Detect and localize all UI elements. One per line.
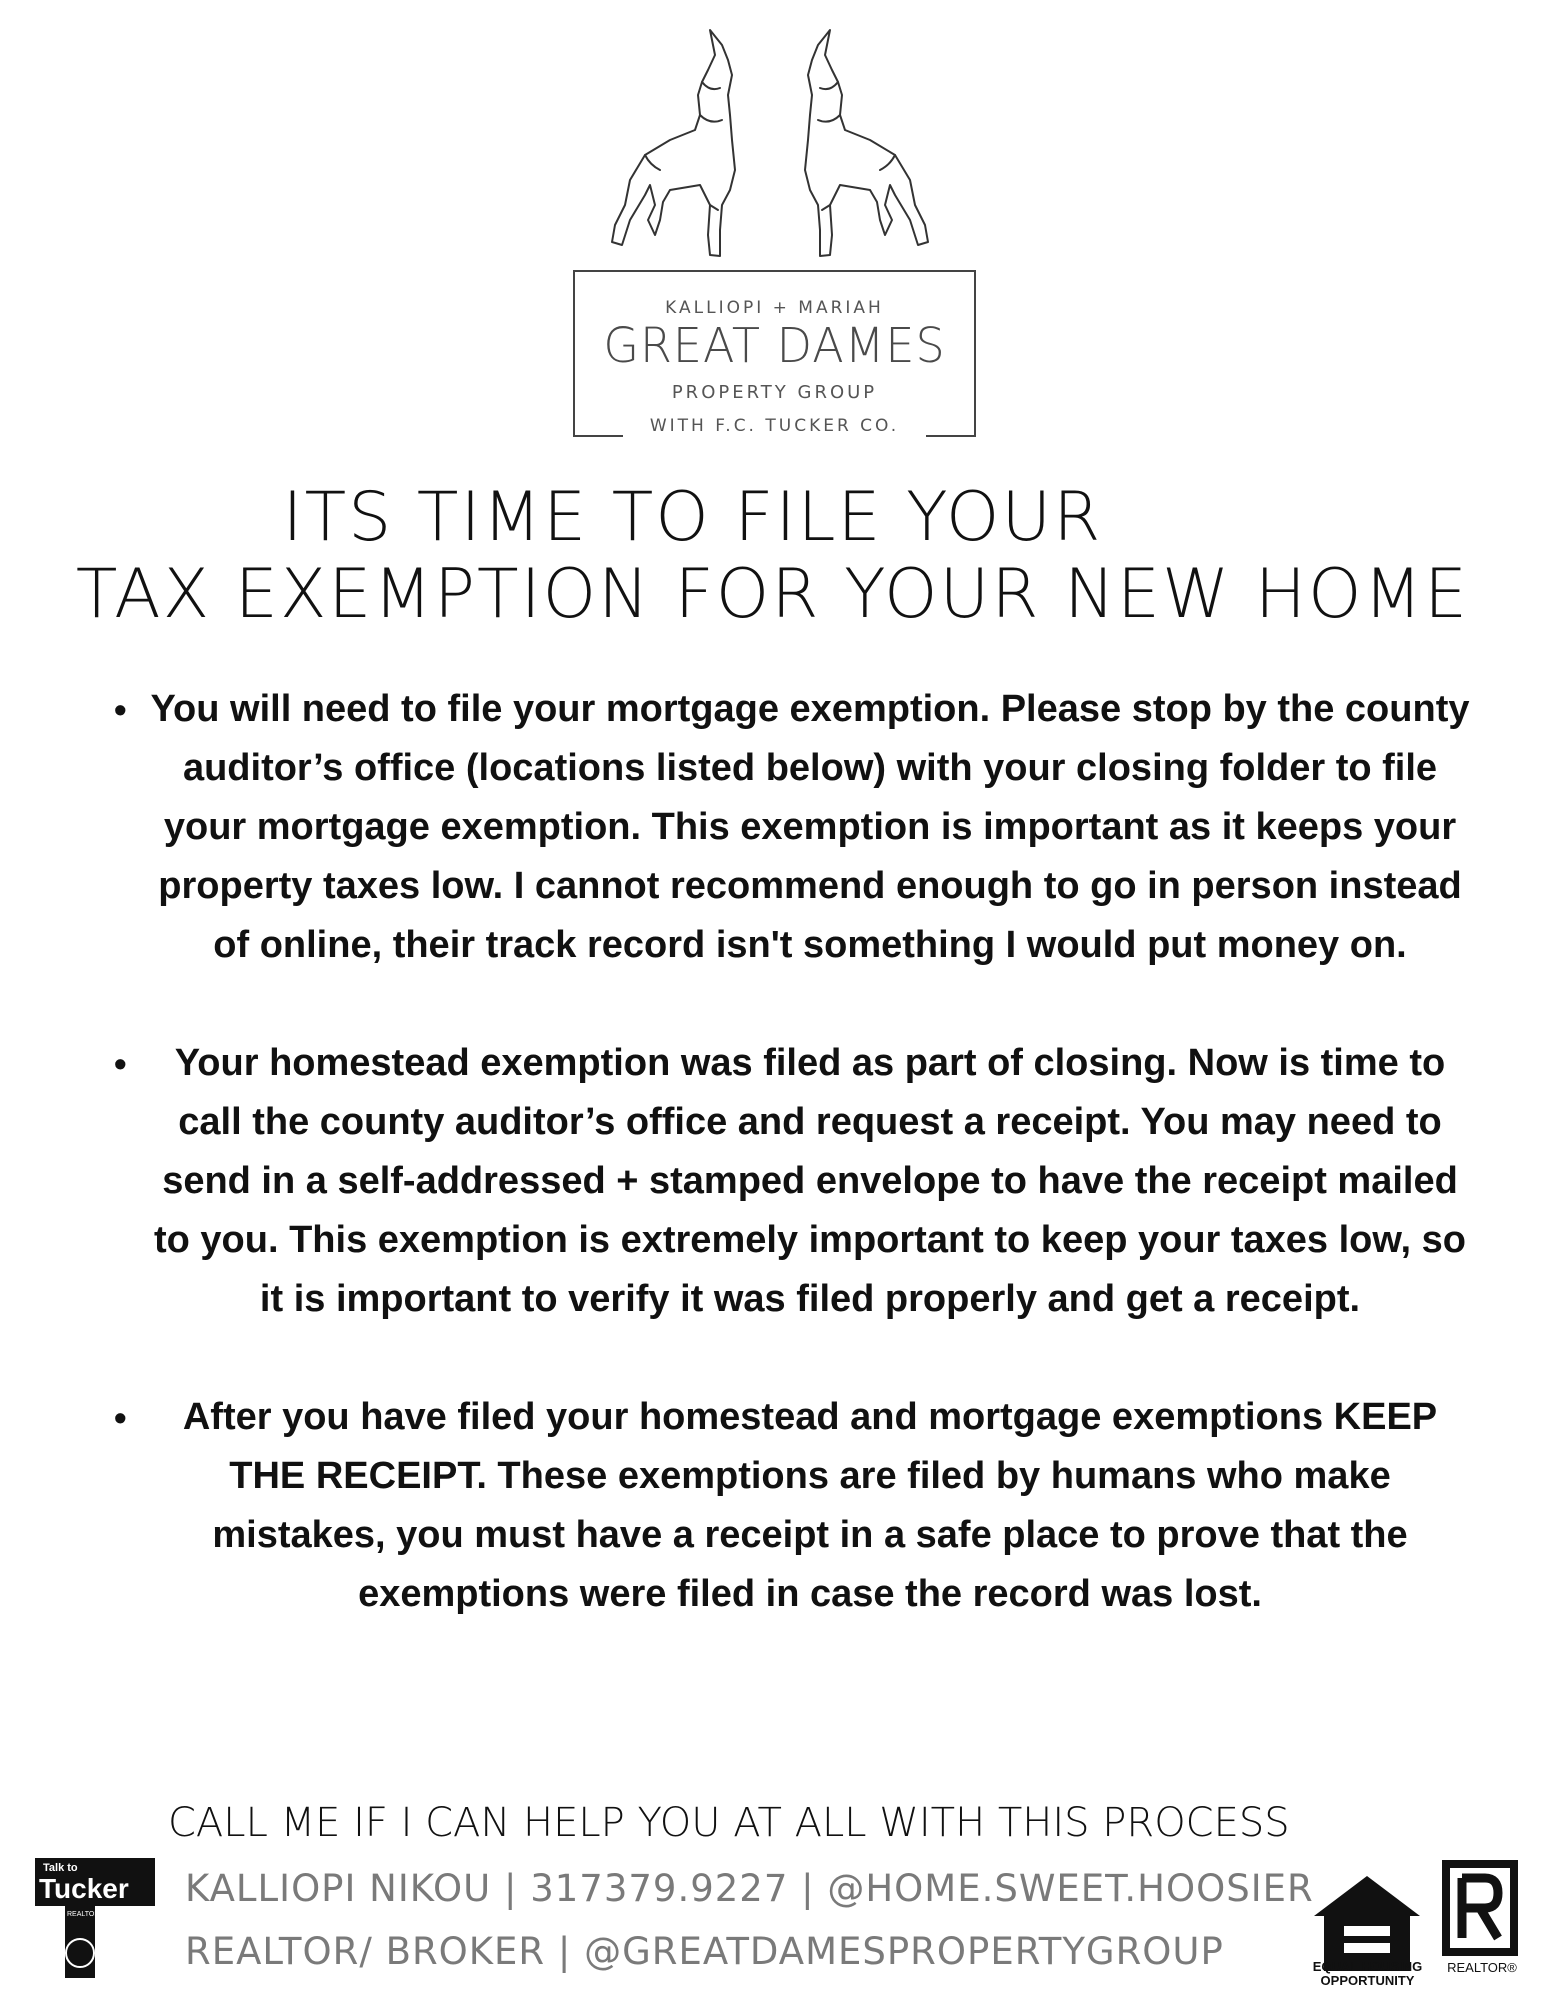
contact-line-2: REALTOR/ BROKER | @GREATDAMESPROPERTYGROUP [185, 1930, 1224, 1973]
instruction-mortgage-exemption: • You will need to file your mortgage exemption. Please stop by the county auditor’s office (locations listed below) with your closing folder to file your mortgage exemption. This exemption is important as it keeps your property taxes low. I cannot recommend enough to go in person instead of online, their track record isn't something I would put money on. [110, 680, 1470, 975]
logo-subtitle: PROPERTY GROUP [671, 382, 878, 403]
headline-line-1: ITS TIME TO FILE YOUR [282, 478, 1103, 557]
tucker-logo-top: Talk to [43, 1862, 78, 1874]
call-to-action: CALL ME IF I CAN HELP YOU AT ALL WITH THIS PROCESS [168, 1800, 1290, 1846]
instruction-list [110, 680, 1470, 1624]
headline-line-2: TAX EXEMPTION FOR YOUR NEW HOME [75, 555, 1470, 634]
tucker-realtors-logo-icon [35, 1858, 155, 1978]
realtor-r-icon [1440, 1858, 1520, 1968]
logo-affiliation: WITH F.C. TUCKER CO. [649, 416, 900, 436]
tucker-logo-sub: REALTORS [67, 1911, 105, 1918]
tucker-logo-main: Tucker [39, 1873, 129, 1904]
realtor-label: REALTOR® [1447, 1960, 1517, 1975]
contact-line-1: KALLIOPI NIKOU | 317379.9227 | @HOME.SWEET.HOOSIER [185, 1867, 1314, 1910]
instruction-keep-receipt: • After you have filed your homestead and mortgage exemptions KEEP THE RECEIPT. These exemptions are filed by humans who make mistakes, you must have a receipt in a safe place to prove that the exemptions were filed in case the record was lost. [110, 1388, 1470, 1624]
instruction-homestead-exemption: • Your homestead exemption was filed as part of closing. Now is time to call the county auditor’s office and request a receipt. You may need to send in a self-addressed + stamped envelope to have the receipt mailed to you. This exemption is extremely important to keep your taxes low, so it is important to verify it was filed properly and get a receipt. [110, 1034, 1470, 1329]
great-dane-dogs-logo-icon [560, 20, 980, 270]
equal-housing-label: EQUAL HOUSING OPPORTUNITY [1312, 1959, 1423, 1988]
logo-brand: GREAT DAMES [603, 316, 946, 374]
logo-names: KALLIOPI + MARIAH [665, 298, 884, 318]
